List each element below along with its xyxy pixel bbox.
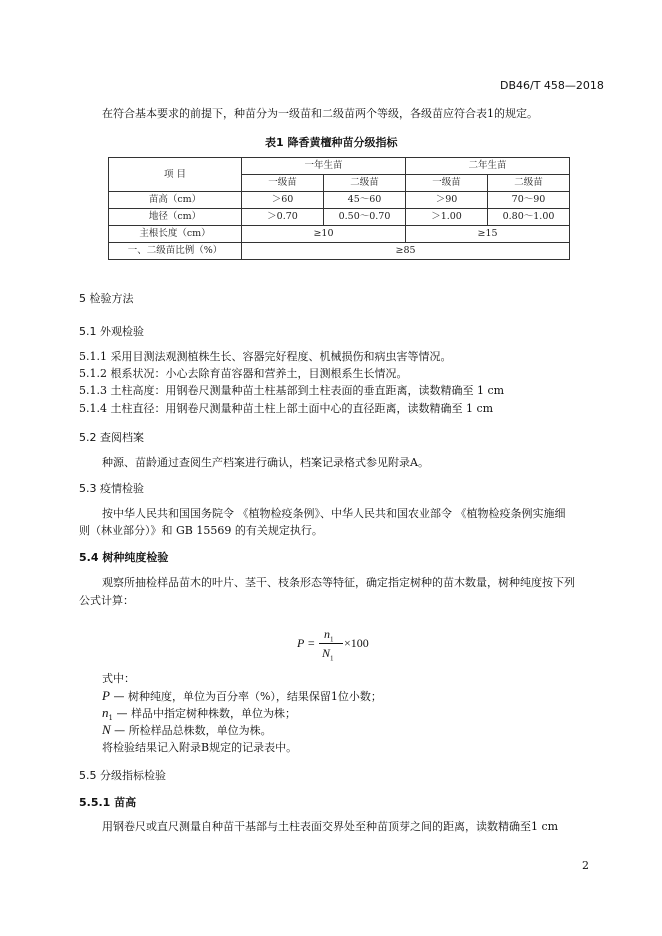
section-heading-5-5: 5.5 分级指标检验: [79, 769, 166, 782]
table-cell: ≥10: [242, 226, 406, 243]
formula-denominator: $N_1$: [322, 646, 334, 663]
table-cell: 0.50～0.70: [324, 209, 406, 226]
table-header-row: [109, 158, 570, 175]
clause-5-1-1: 5.1.1 采用目测法观测植株生长、容器完好程度、机械损伤和病虫害等情况。: [79, 350, 452, 363]
table-row: [109, 192, 570, 209]
intro-paragraph: 在符合基本要求的前提下，种苗分为一级苗和二级苗两个等级，各级苗应符合表1的规定。: [102, 107, 538, 120]
paragraph-5-3-line1: 按中华人民共和国国务院令 《植物检疫条例》、中华人民共和国农业部令 《植物检疫条例实施细: [102, 507, 566, 520]
document-code: DB46/T 458—2018: [500, 79, 604, 92]
paragraph-5-3-line2: 则（林业部分）》和 GB 15569 的有关规定执行。: [79, 524, 323, 537]
table-cell: 70～90: [488, 192, 570, 209]
sub-header-cell: 一级苗: [406, 175, 488, 192]
table-cell: 0.80～1.00: [488, 209, 570, 226]
row-label: 苗高（cm）: [109, 192, 242, 209]
table-row: [109, 226, 570, 243]
table-cell: ＞90: [406, 192, 488, 209]
clause-5-1-3: 5.1.3 土柱高度：用钢卷尺测量种苗土柱基部到土柱表面的垂直距离，读数精确至 1 cm: [79, 384, 505, 397]
formula-lhs: P =: [297, 636, 316, 650]
sub-header-cell: 二级苗: [488, 175, 570, 192]
row-label: 地径（cm）: [109, 209, 242, 226]
section-heading-5-4: 5.4 树种纯度检验: [79, 551, 169, 564]
sub-header-cell: 一级苗: [242, 175, 324, 192]
table-caption: 表1 降香黄檀种苗分级指标: [265, 136, 398, 149]
section-heading-5-1: 5.1 外观检验: [79, 325, 144, 338]
item-header-cell: 项 目: [109, 158, 242, 192]
clause-5-1-4: 5.1.4 土柱直径：用钢卷尺测量种苗土柱上部土面中心的直径距离，读数精确至 1 cm: [79, 402, 494, 415]
group-header-1yr: 一年生苗: [242, 158, 406, 175]
section-heading-5-2: 5.2 查阅档案: [79, 431, 144, 444]
paragraph-5-5-1: 用钢卷尺或直尺测量自种苗干基部与土柱表面交界处至种苗顶芽之间的距离，读数精确至1 cm: [102, 820, 559, 833]
clause-5-1-2: 5.1.2 根系状况：小心去除育苗容器和营养土，目测根系生长情况。: [79, 367, 408, 380]
table-cell: ≥85: [242, 243, 570, 260]
section-heading-5-5-1: 5.5.1 苗高: [79, 796, 137, 809]
where-label: 式中：: [102, 672, 135, 685]
table-cell: ＞60: [242, 192, 324, 209]
row-label: 主根长度（cm）: [109, 226, 242, 243]
group-header-2yr: 二年生苗: [406, 158, 570, 175]
table-row: [109, 209, 570, 226]
table-cell: ＞0.70: [242, 209, 324, 226]
page-number: 2: [582, 859, 589, 872]
definition-p: P — 树种纯度，单位为百分率（%），结果保留1位小数；: [102, 688, 382, 703]
definition-n: $n_1$ — 样品中指定树种株数，单位为株；: [102, 705, 296, 723]
table-cell: ＞1.00: [406, 209, 488, 226]
row-label: 一、二级苗比例（%）: [109, 243, 242, 260]
grading-table: [108, 157, 570, 260]
table-cell: ≥15: [406, 226, 570, 243]
definition-N: N — 所检样品总株数，单位为株。: [102, 722, 272, 737]
formula-numerator: $n_1$: [324, 627, 334, 644]
table-cell: 45～60: [324, 192, 406, 209]
paragraph-5-2: 种源、苗龄通过查阅生产档案进行确认，档案记录格式参见附录A。: [102, 456, 429, 469]
purity-formula: [297, 627, 397, 663]
paragraph-5-4-line1: 观察所抽检样品苗木的叶片、茎干、枝条形态等特征，确定指定树种的苗木数量，树种纯度按下列: [102, 576, 575, 589]
paragraph-5-4-line2: 公式计算：: [79, 594, 134, 607]
section-heading-5-3: 5.3 疫情检验: [79, 482, 144, 495]
record-note: 将检验结果记入附录B规定的记录表中。: [102, 741, 298, 754]
formula-rhs: ×100: [344, 636, 369, 650]
fraction-bar: [319, 643, 343, 644]
sub-header-cell: 二级苗: [324, 175, 406, 192]
table-row: [109, 243, 570, 260]
section-heading-5: 5 检验方法: [79, 292, 134, 305]
